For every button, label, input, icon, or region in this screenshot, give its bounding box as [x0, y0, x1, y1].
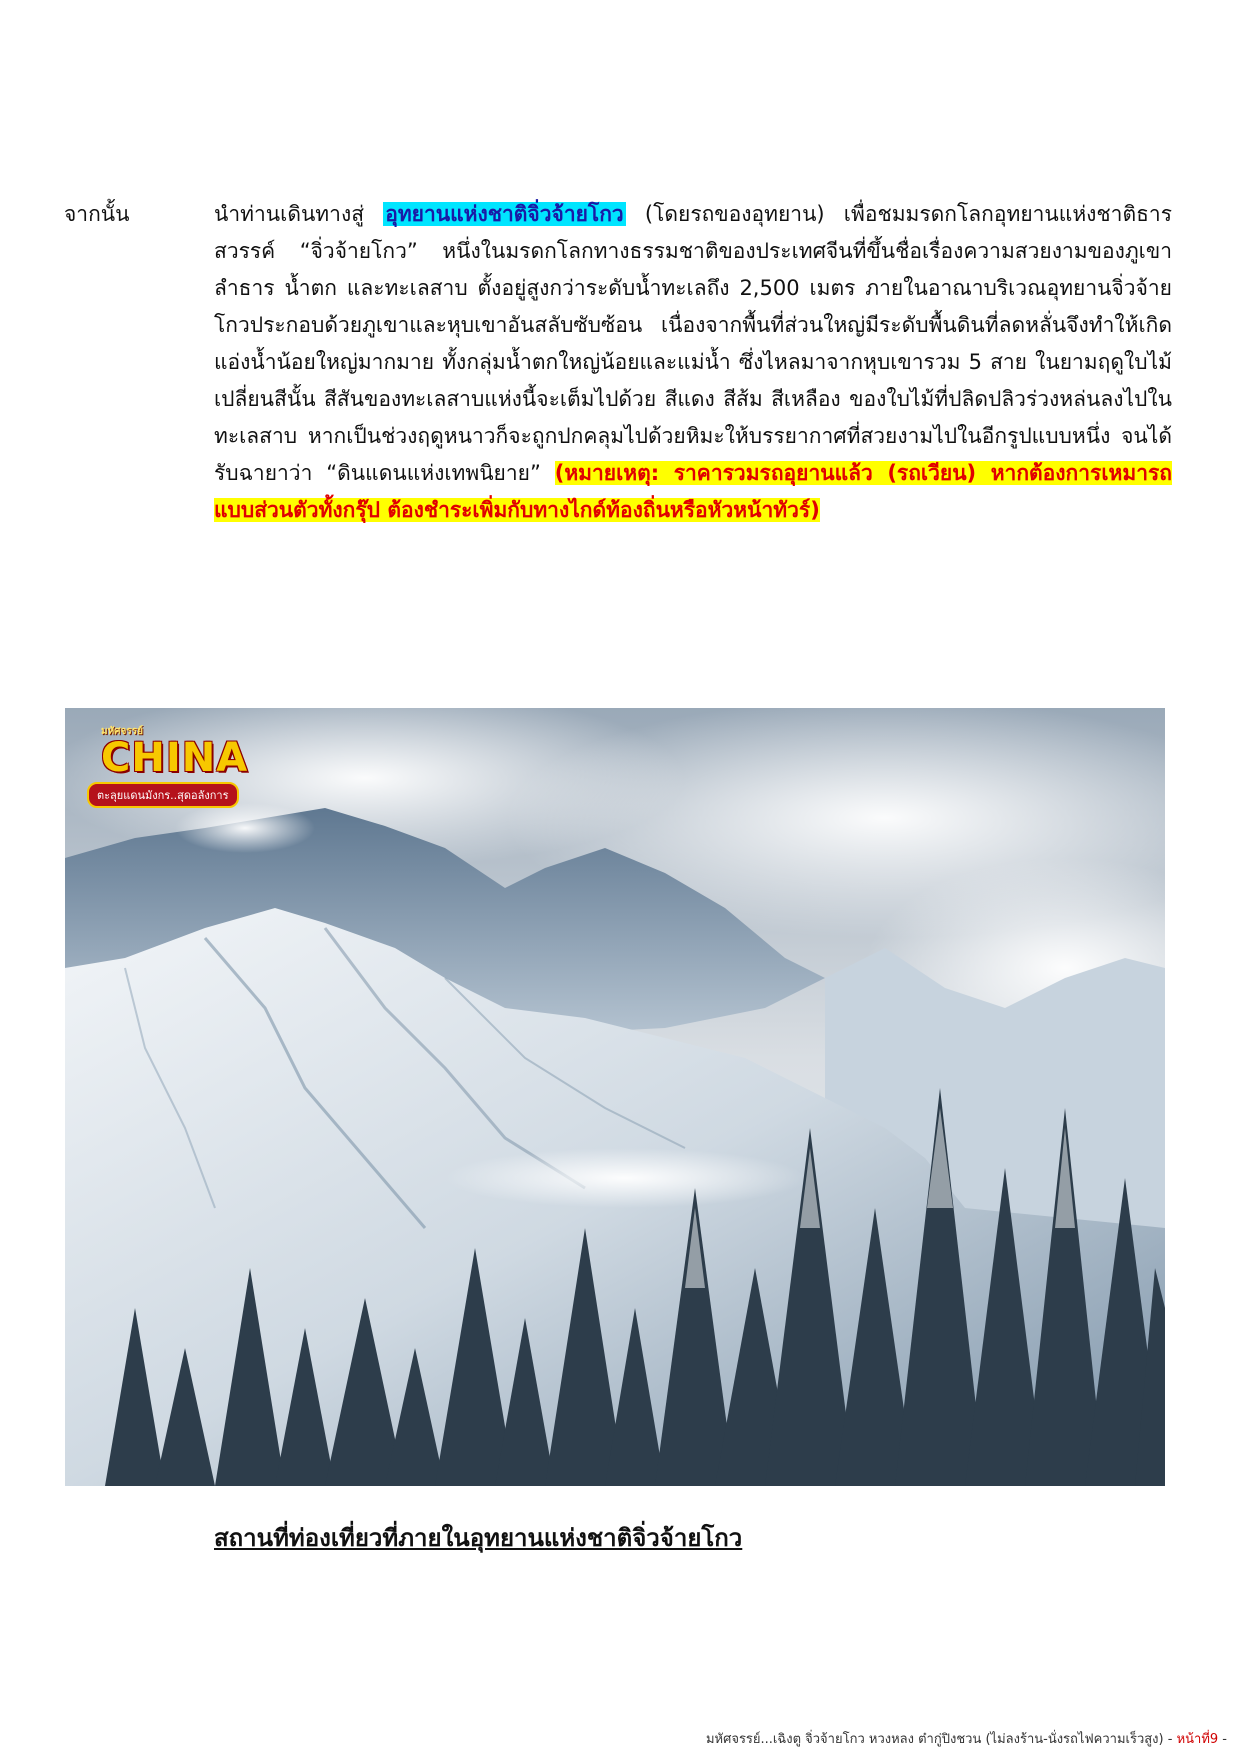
logo-tagline: ตะลุยแดนมังกร..สุดอลังการ — [87, 782, 239, 808]
snowy-mountain-photo — [65, 708, 1165, 1486]
footer-text: มหัศจรรย์...เฉิงตู จิ่วจ้ายโกว หวงหลง ต๋ากู่ปิงชวน (ไม่ลงร้าน-นั่งรถไฟความเร็วสูง) - — [705, 1732, 1177, 1747]
page-footer — [706, 1728, 1227, 1749]
park-name-highlight: อุทยานแห่งชาติจิ่วจ้ายโกว — [385, 202, 624, 226]
page-number: หน้าที่9 — [1176, 1732, 1219, 1747]
intro-text: นำท่านเดินทางสู่ — [214, 202, 384, 226]
logo-top-text: มหัศจรรย์ — [101, 726, 143, 737]
china-logo-badge — [79, 724, 279, 814]
section-heading: สถานที่ท่องเที่ยวที่ภายในอุทยานแห่งชาติจิ่วจ้ายโกว — [214, 1524, 743, 1552]
price-note: (หมายเหตุ: ราคารวมรถอุยานแล้ว (รถเวียน) หากต้องการเหมารถแบบส่วนตัวทั้งกรุ๊ป ต้องชำระเพิ่มกับทางไกด์ท้องถิ่นหรือหัวหน้าทัวร์) — [214, 461, 1172, 522]
footer-suffix: - — [1218, 1732, 1227, 1747]
logo-word: CHINA — [101, 735, 249, 781]
description-text: (โดยรถของอุทยาน) เพื่อชมมรดกโลกอุทยานแห่งชาติธารสวรรค์ “จิ่วจ้ายโกว” หนึ่งในมรดกโลกทางธรรมชาติของประเทศจีนที่ขึ้นชื่อเรื่องความสวยงามของภูเขา ลำธาร น้ำตก และทะเลสาบ ตั้งอยู่สูงกว่าระดับน้ำทะเลถึง 2,500 เมตร ภายในอาณาบริเวณอุทยานจิ่วจ้ายโกวประกอบด้วยภูเขาและหุบเขาอันสลับซับซ้อน เนื่องจากพื้นที่ส่วนใหญ่มีระดับพื้นดินที่ลดหลั่นจึงทำให้เกิดแอ่งน้ำน้อยใหญ่มากมาย ทั้งกลุ่มน้ำตกใหญ่น้อยและแม่น้ำ ซึ่งไหลมาจากหุบเขารวม 5 สาย ในยามฤดูใบไม้เปลี่ยนสีนั้น สีสันของทะเลสาบแห่งนี้จะเต็มไปด้วย สีแดง สีส้ม สีเหลือง ของใบไม้ที่ปลิดปลิวร่วงหล่นลงไปในทะเลสาบ หากเป็นช่วงฤดูหนาวก็จะถูกปกคลุมไปด้วยหิมะให้บรรยากาศที่สวยงามไปในอีกรูปแบบหนึ่ง จนได้รับฉายาว่า “ดินแดนแห่งเทพนิยาย” — [214, 202, 1172, 485]
time-label: จากนั้น — [64, 202, 130, 226]
itinerary-description — [214, 196, 1172, 529]
mountain-landscape-image — [65, 708, 1165, 1486]
